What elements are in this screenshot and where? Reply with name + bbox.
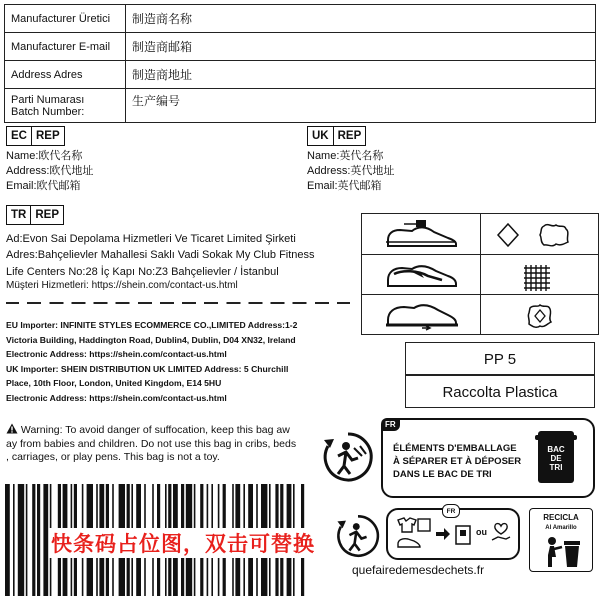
- shoe-lining-icon: [382, 258, 462, 292]
- sorting-line2: À SÉPARER ET À DÉPOSER: [393, 456, 522, 467]
- sorting-info-text: [393, 442, 533, 481]
- ec-badge-left: EC: [11, 130, 27, 142]
- table-row: [5, 33, 596, 61]
- website-link[interactable]: quefairedemesdechets.fr: [352, 563, 485, 577]
- triman-icon: [320, 430, 376, 484]
- batch-label: [5, 89, 126, 123]
- reuse-info-box: [386, 508, 520, 560]
- barcode-bar: [43, 484, 48, 596]
- warning-text: [6, 423, 336, 465]
- barcode-bar: [32, 484, 35, 596]
- barcode-bar: [5, 484, 10, 596]
- table-row: [5, 61, 596, 89]
- recycling-bin-person-icon: [540, 535, 584, 569]
- grid-divider: [362, 294, 598, 295]
- email-label: Manufacturer E-mail: [5, 33, 126, 61]
- ec-rep-address: Address:欧代地址: [6, 165, 94, 177]
- container-icon: [454, 522, 472, 546]
- recicla-title: RECICLA: [543, 513, 579, 522]
- tr-rep-badge: [6, 205, 64, 225]
- importer-line: Electronic Address: https://shein.com/contact-us.html: [6, 392, 227, 403]
- importer-line: Victoria Building, Haddington Road, Dublin4, Dublin, D04 XN32, Ireland: [6, 334, 296, 345]
- barcode[interactable]: [5, 484, 315, 596]
- clothes-shoes-icon: [394, 516, 434, 552]
- recicla-subtitle: Al Amarillo: [545, 525, 577, 531]
- ec-rep-name: Name:欧代名称: [6, 150, 83, 162]
- importer-line: Electronic Address: https://shein.com/contact-us.html: [6, 349, 227, 360]
- batch-value: 生产编号: [126, 89, 596, 123]
- warning-line1: [6, 423, 336, 438]
- importer-line: EU Importer: INFINITE STYLES ECOMMERCE CO.,LIMITED Address:1-2: [6, 320, 298, 330]
- tr-rep-line3: Life Centers No:28 İç Kapı No:Z3 Bahçelievler / İstanbul: [6, 266, 279, 278]
- bin-line1: BAC: [547, 445, 565, 454]
- bin-line2: DE: [550, 454, 562, 463]
- bin-line3: TRI: [549, 463, 563, 472]
- uk-rep-email: Email:英代邮箱: [307, 180, 382, 192]
- or-label: ou: [476, 527, 487, 537]
- material-code: PP 5: [483, 350, 517, 368]
- uk-badge-right: REP: [333, 127, 366, 145]
- dashed-divider: [6, 302, 350, 304]
- fr-tag: FR: [381, 418, 400, 431]
- sorting-bin-icon: [538, 431, 574, 483]
- warning-line3: , carriages, or play pens. This bag is not a toy.: [6, 451, 220, 463]
- shoe-upper-icon: [382, 218, 462, 252]
- bin-lid: [535, 435, 577, 440]
- address-value: 制造商地址: [126, 61, 596, 89]
- arrow-right-icon: [436, 528, 450, 540]
- sorting-line3: DANS LE BAC DE TRI: [393, 469, 492, 480]
- textile-icon: [522, 264, 552, 292]
- sorting-line1: ÉLÉMENTS D'EMBALLAGE: [393, 443, 517, 454]
- importer-line: UK Importer: SHEIN DISTRIBUTION UK LIMITED Address: 5 Churchill: [6, 363, 289, 374]
- importers-block: [6, 318, 361, 406]
- bin-text: [538, 445, 574, 472]
- manufacturer-table: [4, 4, 596, 123]
- material-box: [405, 342, 595, 408]
- manufacturer-label: Manufacturer Üretici: [5, 5, 126, 33]
- donate-icon: [490, 520, 512, 546]
- barcode-placeholder-text: 快条码占位图，双击可替换: [49, 528, 317, 558]
- ec-rep-details: [6, 149, 93, 194]
- shoe-sole-icon: [382, 298, 462, 332]
- tr-rep-line2: Adres:Bahçelievler Mahallesi Saklı Vadi Sokak My Club Fitness: [6, 249, 315, 261]
- uk-rep-badge: [307, 126, 366, 146]
- uk-rep-name: Name:英代名称: [307, 150, 384, 162]
- tr-rep-line1: Ad:Evon Sai Depolama Hizmetleri Ve Ticaret Limited Şirketi: [6, 233, 296, 245]
- table-row: [5, 5, 596, 33]
- table-row: [5, 89, 596, 123]
- material-symbols-grid: [361, 213, 599, 335]
- recicla-box: [529, 508, 593, 572]
- warning-icon: [6, 423, 18, 434]
- warning-line2: ay from babies and children. Do not use this bag in cribs, beds: [6, 437, 297, 450]
- barcode-bar: [13, 484, 15, 596]
- batch-label-line2: Batch Number:: [11, 105, 85, 118]
- leather-icon: [494, 220, 584, 250]
- uk-rep-address: Address:英代地址: [307, 165, 395, 177]
- leather-sole-icon: [524, 302, 554, 330]
- address-label: Address Adres: [5, 61, 126, 89]
- fr-circle-tag: FR: [442, 504, 460, 518]
- tr-rep-line4: Müşteri Hizmetleri: https://shein.com/contact-us.html: [6, 280, 238, 291]
- barcode-bar: [37, 484, 40, 596]
- grid-divider: [362, 254, 598, 255]
- email-value: 制造商邮箱: [126, 33, 596, 61]
- barcode-bar: [18, 484, 24, 596]
- grid-divider: [480, 214, 481, 334]
- ec-badge-right: REP: [31, 127, 64, 145]
- barcode-bar: [26, 484, 28, 596]
- batch-label-line1: Parti Numarası: [11, 93, 85, 106]
- uk-rep-details: [307, 149, 394, 194]
- ec-rep-badge: [6, 126, 65, 146]
- warning-line1-text: Warning: To avoid danger of suffocation, keep this bag aw: [20, 424, 290, 436]
- manufacturer-value: 制造商名称: [126, 5, 596, 33]
- triman-icon-small: [334, 512, 382, 560]
- uk-badge-left: UK: [312, 130, 329, 142]
- importer-line: Place, 10th Floor, London, United Kingdom, E14 5HU: [6, 378, 222, 389]
- ec-rep-email: Email:欧代邮箱: [6, 180, 81, 192]
- tr-badge-left: TR: [11, 209, 27, 221]
- material-label: Raccolta Plastica: [442, 383, 558, 401]
- tr-badge-right: REP: [30, 206, 63, 224]
